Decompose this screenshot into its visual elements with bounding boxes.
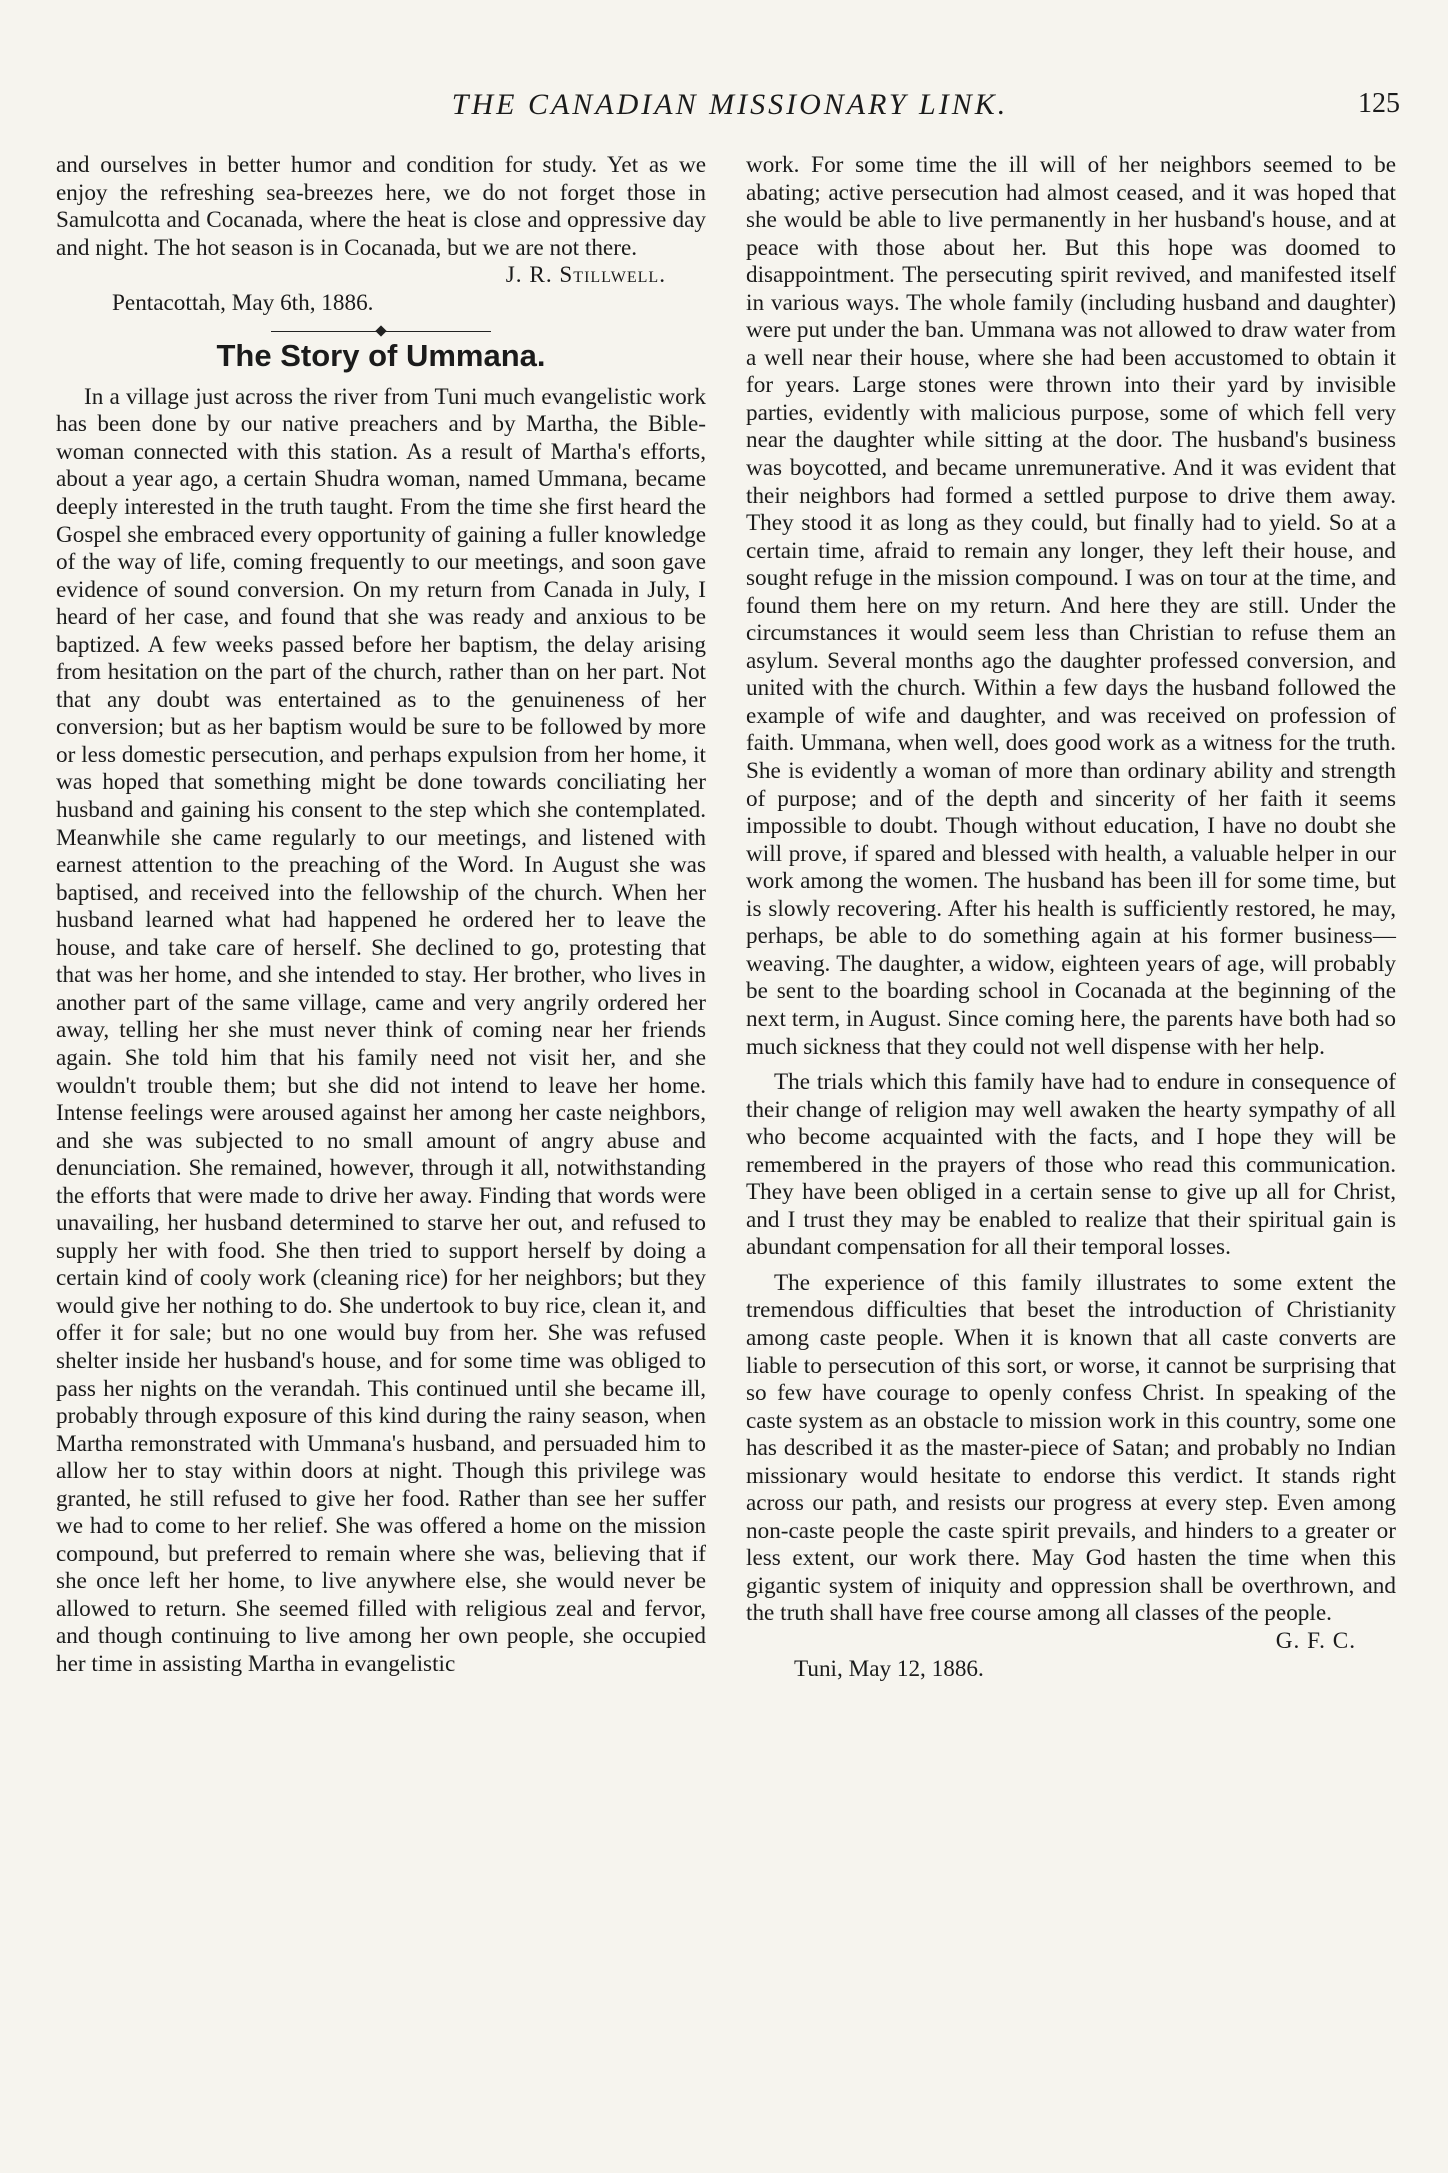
page-header xyxy=(60,88,1400,128)
left-column xyxy=(56,152,706,1679)
article-paragraph-2: The trials which this family have had to endure in consequence of their change of religion may well awaken the hearty sympathy of all who become acquainted with the facts, and I hope they will be remembered in the prayers of those who read this communication. They have been obliged in a certain sense to give up all for Christ, and I trust they may be enabled to realize that their spiritual gain is abundant compensation for all their temporal losses. xyxy=(746,1069,1396,1261)
article-title: The Story of Ummana. xyxy=(216,338,546,374)
prev-article-signature: J. R. Stillwell. xyxy=(505,262,666,289)
right-column xyxy=(746,152,1396,1683)
article-dateline: Tuni, May 12, 1886. xyxy=(794,1655,984,1682)
prev-article-dateline: Pentacottah, May 6th, 1886. xyxy=(112,289,374,316)
article-paragraph-1: In a village just across the river from Tuni much evangelistic work has been done by our native preachers and by Martha, the Bible-woman connected with this station. As a result of Martha's efforts, about a year ago, a certain Shudra woman, named Ummana, became deeply interested in the truth taught. From the time she first heard the Gospel she embraced every opportunity of gaining a fuller knowledge of the way of life, coming frequently to our meetings, and soon gave evidence of sound conversion. On my return from Canada in July, I heard of her case, and found that she was ready and anxious to be baptized. A few weeks passed before her baptism, the delay arising from hesitation on the part of the church, rather than on her part. Not that any doubt was entertained as to the genuineness of her conversion; but as her baptism would be sure to be followed by more or less domestic persecution, and perhaps expulsion from her home, it was hoped that something might be done towards conciliating her husband and gaining his consent to the step which she contemplated. Meanwhile she came regularly to our meetings, and listened with earnest attention to the preaching of the Word. In August she was baptised, and received into the fellowship of the church. When her husband learned what had happened he ordered her to leave the house, and take care of herself. She declined to go, protesting that that was her home, and she intended to stay. Her brother, who lives in another part of the same village, came and very angrily ordered her away, telling her she must never think of coming near her friends again. She told him that his family need not visit her, and she wouldn't trouble them; but she did not intend to leave her home. Intense feelings were aroused against her among her caste neighbors, and she was subjected to no small amount of angry abuse and denunciation. She remained, however, through it all, notwithstanding the efforts that were made to drive her away. Finding that words were unavailing, her husband determined to starve her out, and refused to supply her with food. She then tried to support herself by doing a certain kind of cooly work (cleaning rice) for her neighbors; but they would give her nothing to do. She undertook to buy rice, clean it, and offer it for sale; but no one would buy from her. She was refused shelter inside her husband's house, and for some time was obliged to pass her nights on the verandah. This continued until she became ill, probably through exposure of this kind during the rainy season, when Martha remonstrated with Ummana's husband, and persuaded him to allow her to stay within doors at night. Though this privilege was granted, he still refused to give her food. Rather than see her suffer we had to come to her relief. She was offered a home on the mission compound, but preferred to remain where she was, believing that if she once left her home, to live anywhere else, she would never be allowed to return. She seemed filled with religious zeal and fervor, and though continuing to live among her own people, she occupied her time in assisting Martha in evangelistic xyxy=(56,383,706,1677)
divider-ornament xyxy=(375,326,386,337)
section-divider xyxy=(271,331,491,332)
article-paragraph-1-continued: work. For some time the ill will of her neighbors seemed to be abating; active persecution had almost ceased, and it was hoped that she would be able to live permanently in her husband's house, and at peace with those about her. But this hope was doomed to disappointment. The persecuting spirit revived, and manifested itself in various ways. The whole family (including husband and daughter) were put under the ban. Ummana was not allowed to draw water from a well near their house, where she had been accustomed to obtain it for years. Large stones were thrown into their yard by invisible parties, evidently with malicious purpose, some of which fell very near the daughter while sitting at the door. The husband's business was boycotted, and became unremunerative. And it was evident that their neighbors had formed a settled purpose to drive them away. They stood it as long as they could, but finally had to yield. So at a certain time, afraid to remain any longer, they left their house, and sought refuge in the mission compound. I was on tour at the time, and found them here on my return. And here they are still. Under the circumstances it would seem less than Christian to refuse them an asylum. Several months ago the daughter professed conversion, and united with the church. Within a few days the husband followed the example of wife and daughter, and was received on profession of faith. Ummana, when well, does good work as a witness for the truth. She is evidently a woman of more than ordinary ability and strength of purpose; and of the depth and sincerity of her faith it seems impossible to doubt. Though without education, I have no doubt she will prove, if spared and blessed with health, a valuable helper in our work among the women. The husband has been ill for some time, but is slowly recovering. After his health is sufficiently restored, he may, perhaps, be able to do something again at his former business—weaving. The daughter, a widow, eighteen years of age, will probably be sent to the boarding school in Cocanada at the beginning of the next term, in August. Since coming here, the parents have both had so much sickness that they could not well dispense with her help. xyxy=(746,152,1396,1060)
article-paragraph-3: The experience of this family illustrates to some extent the tremendous difficulties that beset the introduction of Christianity among caste people. When it is known that all caste converts are liable to persecution of this sort, or worse, it cannot be surprising that so few have courage to openly confess Christ. In speaking of the caste system as an obstacle to mission work in this country, some one has described it as the master-piece of Satan; and probably no Indian missionary would hesitate to endorse this verdict. It stands right across our path, and resists our progress at every step. Even among non-caste people the caste spirit prevails, and hinders to a greater or less extent, our work there. May God hasten the time when this gigantic system of iniquity and oppression shall be overthrown, and the truth shall have free course among all classes of the people. xyxy=(746,1269,1396,1627)
prev-article-text: and ourselves in better humor and condition for study. Yet as we enjoy the refreshing sea-breezes here, we do not forget those in Samulcotta and Cocanada, where the heat is close and oppressive day and night. The hot season is in Cocanada, but we are not there. xyxy=(56,152,706,261)
running-head-title: THE CANADIAN MISSIONARY LINK. xyxy=(451,88,1009,121)
article-signature: G. F. C. xyxy=(1275,1627,1356,1654)
page-number: 125 xyxy=(1358,88,1400,119)
